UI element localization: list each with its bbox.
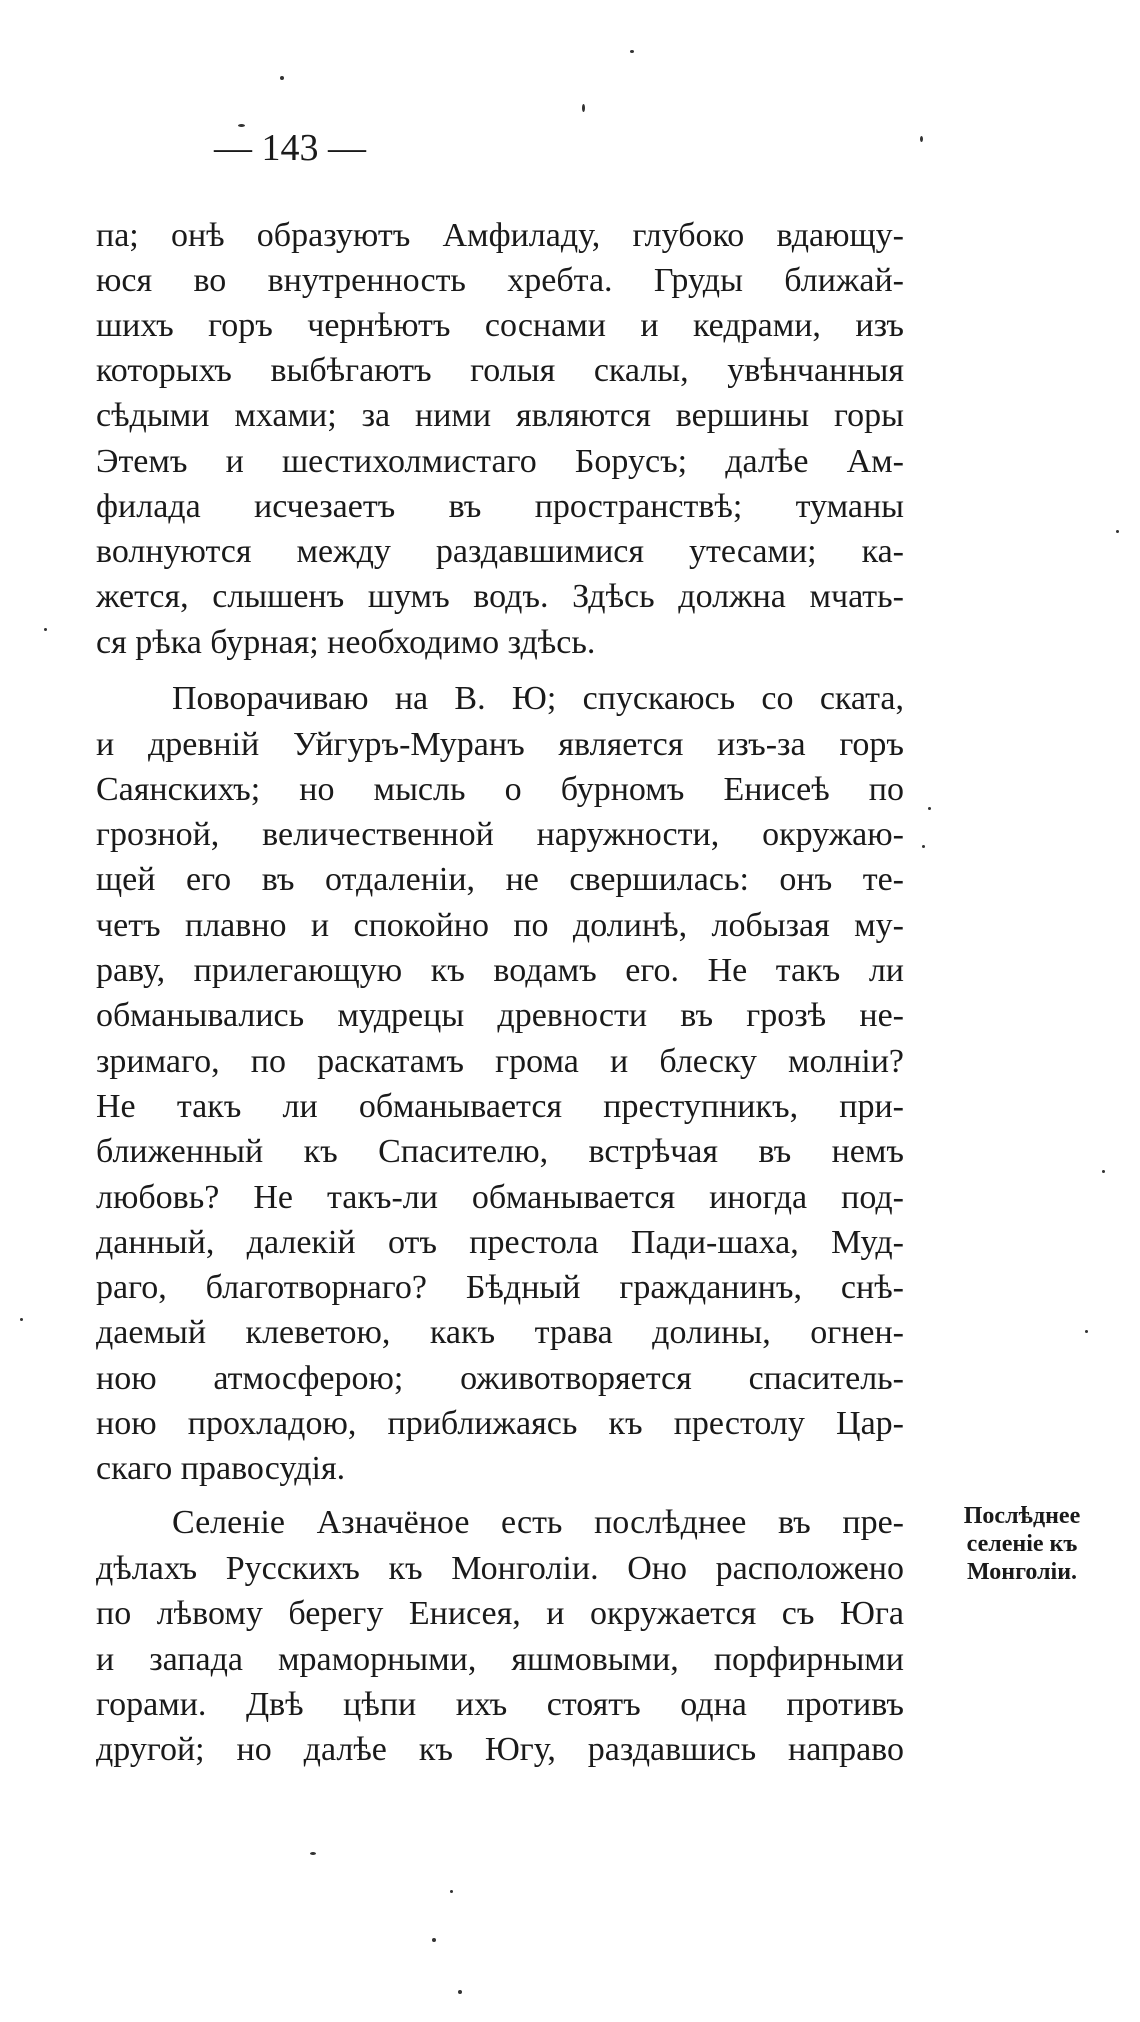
scan-speck bbox=[238, 124, 245, 127]
text-line: другой; но далѣе къ Югу, раздавшись направо bbox=[96, 1731, 904, 1768]
text-line: зримаго, по раскатамъ грома и блеску молніи? bbox=[96, 1043, 904, 1080]
scan-speck bbox=[1116, 530, 1119, 533]
text-line: Не такъ ли обманывается преступникъ, при- bbox=[96, 1088, 904, 1125]
scan-speck bbox=[432, 1938, 436, 1942]
scan-speck bbox=[582, 104, 585, 112]
text-line: юся во внутренность хребта. Груды ближай- bbox=[96, 262, 904, 299]
text-line: филада исчезаетъ въ пространствѣ; туманы bbox=[96, 488, 904, 525]
text-line: по лѣвому берегу Енисея, и окружается съ Юга bbox=[96, 1595, 904, 1632]
scan-speck bbox=[450, 1890, 453, 1893]
text-line: ною прохладою, приближаясь къ престолу Цар- bbox=[96, 1405, 904, 1442]
text-line: па; онѣ образуютъ Амфиладу, глубоко вдающу- bbox=[96, 217, 904, 254]
text-line: даемый клеветою, какъ трава долины, огнен- bbox=[96, 1314, 904, 1351]
scan-speck bbox=[20, 1318, 23, 1321]
text-line: дѣлахъ Русскихъ къ Монголіи. Оно расположено bbox=[96, 1550, 904, 1587]
paragraph-first-line: Селеніе Азначёное есть послѣднее въ пре- bbox=[172, 1504, 904, 1541]
text-line: ближенный къ Спасителю, встрѣчая въ немъ bbox=[96, 1133, 904, 1170]
scan-speck bbox=[1102, 1170, 1105, 1173]
text-line: и запада мраморными, яшмовыми, порфирными bbox=[96, 1641, 904, 1678]
page-number: — 143 — bbox=[214, 127, 366, 169]
margin-note bbox=[922, 1502, 1122, 1586]
scan-speck bbox=[922, 845, 925, 848]
scan-speck bbox=[44, 628, 47, 631]
scan-speck bbox=[458, 1990, 462, 1994]
text-line: которыхъ выбѣгаютъ голыя скалы, увѣнчанныя bbox=[96, 352, 904, 389]
text-line: Саянскихъ; но мысль о бурномъ Енисеѣ по bbox=[96, 771, 904, 808]
scan-speck bbox=[310, 1852, 316, 1855]
text-line: ною атмосферою; оживотворяется спаситель- bbox=[96, 1360, 904, 1397]
margin-note-line: Монголіи. bbox=[966, 1559, 1078, 1585]
margin-note-line: селеніе къ bbox=[966, 1531, 1078, 1557]
text-line: шихъ горъ чернѣютъ соснами и кедрами, изъ bbox=[96, 307, 904, 344]
text-line: и древній Уйгуръ-Муранъ является изъ-за горъ bbox=[96, 726, 904, 763]
text-line: щей его въ отдаленіи, не свершилась: онъ те- bbox=[96, 861, 904, 898]
scan-speck bbox=[928, 807, 931, 810]
scan-speck bbox=[920, 136, 923, 142]
text-line: любовь? Не такъ-ли обманывается иногда под- bbox=[96, 1179, 904, 1216]
text-line: горами. Двѣ цѣпи ихъ стоятъ одна противъ bbox=[96, 1686, 904, 1723]
text-line: обманывались мудрецы древности въ грозѣ не- bbox=[96, 997, 904, 1034]
paragraph-first-line: Поворачиваю на В. Ю; спускаюсь со ската, bbox=[172, 680, 904, 717]
text-line: раго, благотворнаго? Бѣдный гражданинъ, снѣ- bbox=[96, 1269, 904, 1306]
text-line: жется, слышенъ шумъ водъ. Здѣсь должна мчать- bbox=[96, 578, 904, 615]
text-line: данный, далекій отъ престола Пади-шаха, Муд- bbox=[96, 1224, 904, 1261]
text-line: четъ плавно и спокойно по долинѣ, лобызая му- bbox=[96, 907, 904, 944]
text-line: ся рѣка бурная; необходимо здѣсь. bbox=[96, 624, 596, 661]
margin-note-line: Послѣднее bbox=[963, 1503, 1081, 1529]
text-line: волнуются между раздавшимися утесами; ка- bbox=[96, 533, 904, 570]
text-line: сѣдыми мхами; за ними являются вершины горы bbox=[96, 397, 904, 434]
text-line: Этемъ и шестихолмистаго Борусъ; далѣе Ам- bbox=[96, 443, 904, 480]
scan-speck bbox=[1085, 1330, 1088, 1333]
text-line: грозной, величественной наружности, окружаю- bbox=[96, 816, 904, 853]
scan-speck bbox=[630, 50, 634, 53]
text-line: раву, прилегающую къ водамъ его. Не такъ ли bbox=[96, 952, 904, 989]
text-line: скаго правосудія. bbox=[96, 1450, 346, 1487]
scan-speck bbox=[280, 76, 284, 80]
